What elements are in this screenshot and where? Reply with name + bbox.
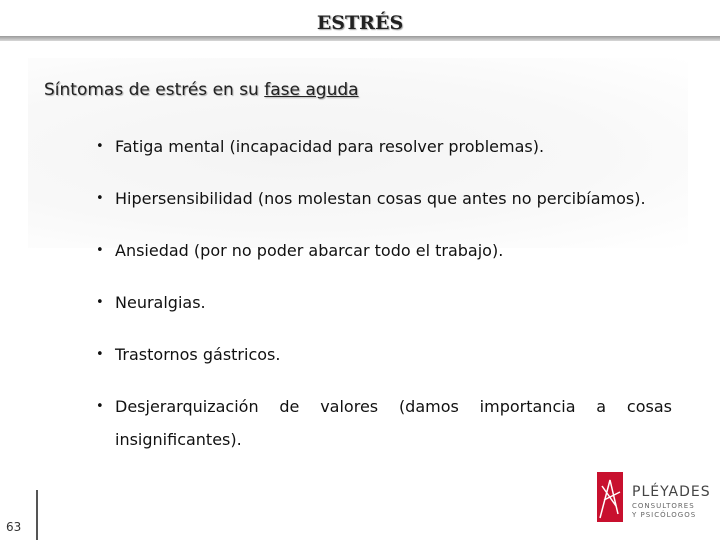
list-item: • Fatiga mental (incapacidad para resolver problemas). bbox=[92, 130, 672, 163]
list-item: • Ansiedad (por no poder abarcar todo el trabajo). bbox=[92, 234, 672, 267]
slide-title: ESTRÉS bbox=[316, 12, 404, 34]
subtitle-text: Síntomas de estrés en su bbox=[44, 80, 265, 100]
list-item: • Trastornos gástricos. bbox=[92, 338, 672, 371]
logo-tagline-line: CONSULTORES bbox=[632, 502, 695, 510]
section-subtitle bbox=[44, 80, 359, 100]
page-number-divider bbox=[36, 490, 38, 540]
logo-wordmark: PLÉYADES bbox=[632, 484, 711, 500]
logo-tagline bbox=[632, 502, 712, 520]
page-number: 63 bbox=[6, 520, 22, 534]
pleyades-logo-icon bbox=[594, 470, 628, 524]
symptom-list bbox=[92, 130, 672, 475]
title-divider bbox=[0, 36, 720, 41]
list-item: • Neuralgias. bbox=[92, 286, 672, 319]
logo-tagline-line: Y PSICÓLOGOS bbox=[632, 511, 697, 519]
list-item: • Hipersensibilidad (nos molestan cosas que antes no percibíamos). bbox=[92, 182, 672, 215]
company-logo bbox=[594, 470, 712, 526]
subtitle-underlined-text: fase aguda bbox=[264, 80, 359, 100]
list-item: • Desjerarquización de valores (damos importancia a cosas insignificantes). bbox=[92, 390, 672, 456]
